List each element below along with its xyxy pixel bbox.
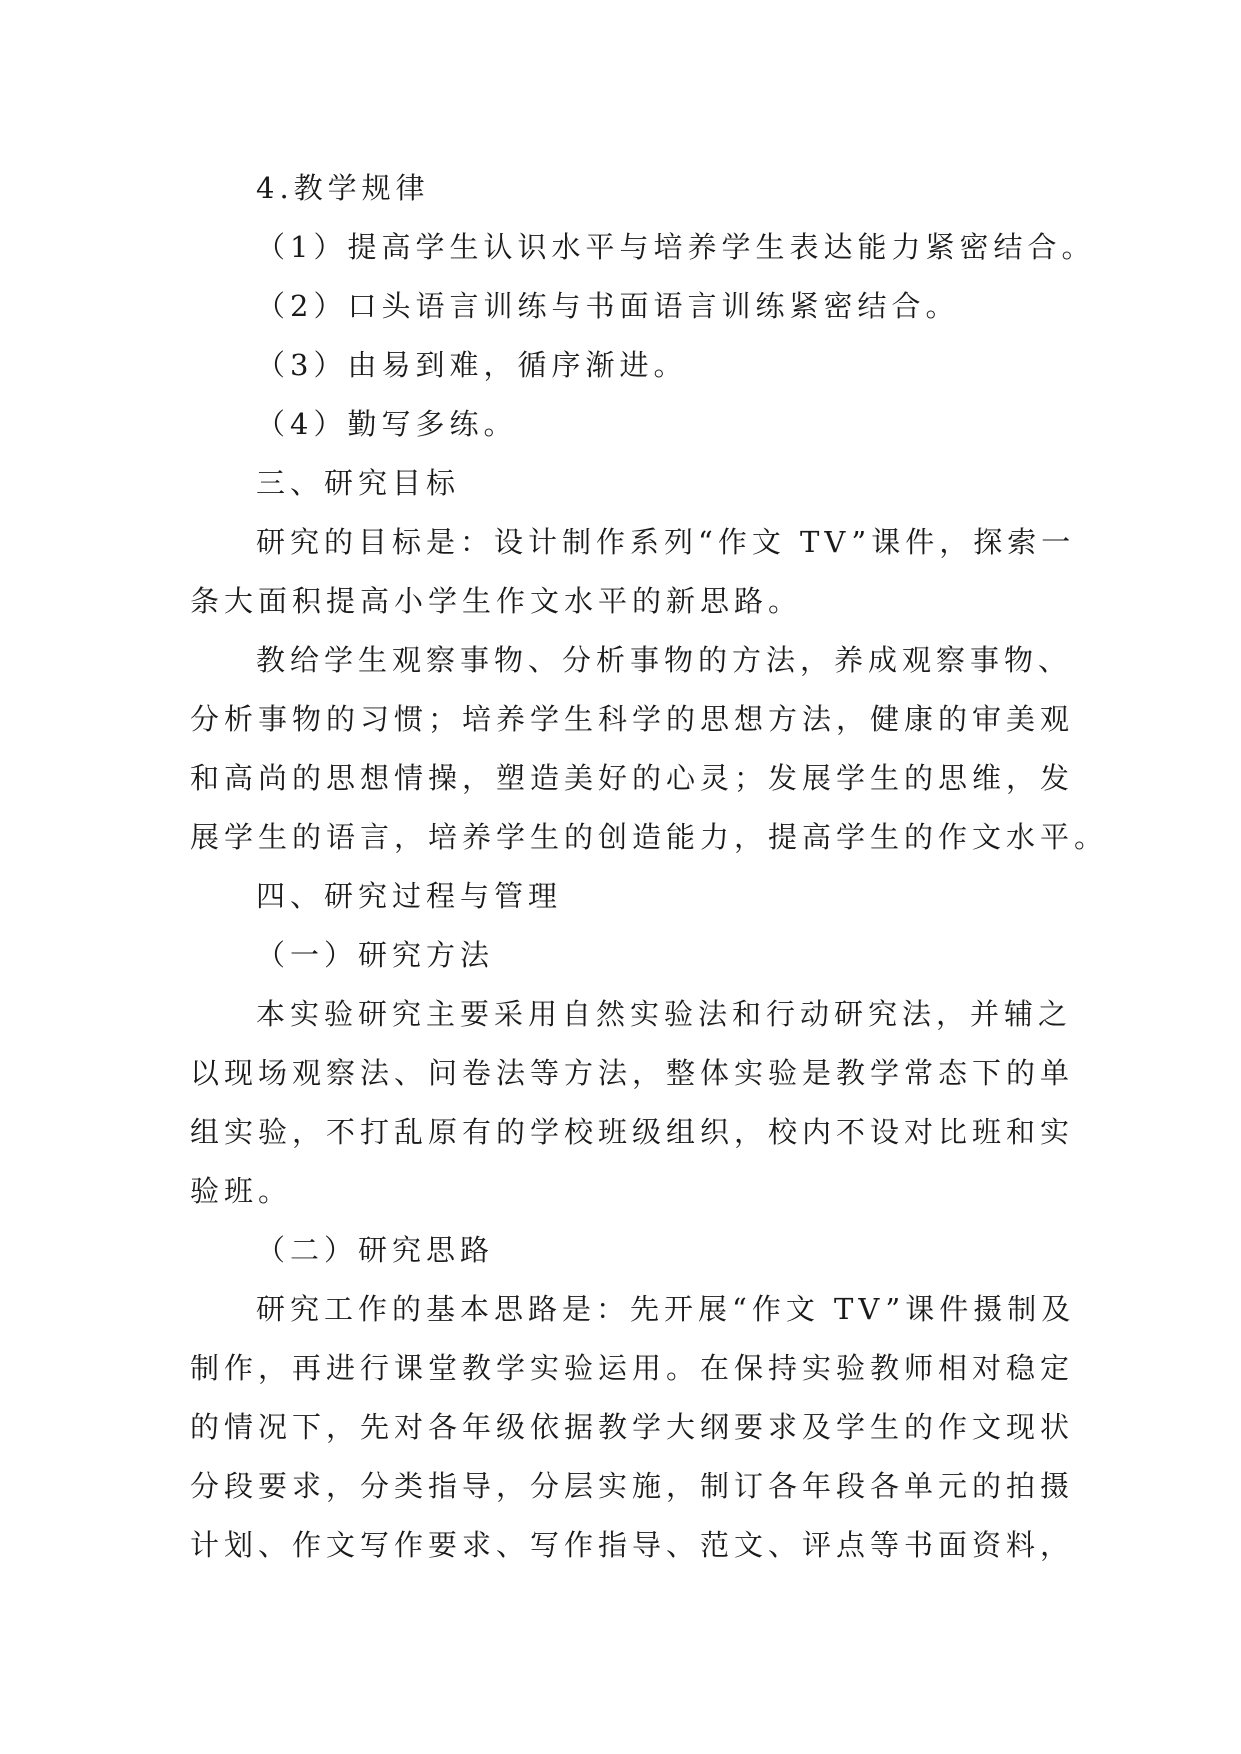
paragraph-line: 的情况下，先对各年级依据教学大纲要求及学生的作文现状 [190,1410,1075,1444]
paragraph-line: 分析事物的习惯；培养学生科学的思想方法，健康的审美观 [190,702,1075,736]
section-heading-research-process: 四、研究过程与管理 [256,879,563,913]
subheading-research-ideas: （二）研究思路 [256,1233,495,1267]
subheading-research-methods: （一）研究方法 [256,938,495,972]
paragraph-line: 制作，再进行课堂教学实验运用。在保持实验教师相对稳定 [190,1351,1075,1385]
paragraph-line: 本实验研究主要采用自然实验法和行动研究法，并辅之 [256,997,1073,1031]
paragraph-line: 教给学生观察事物、分析事物的方法，养成观察事物、 [256,643,1073,677]
heading-teaching-rules: 4.教学规律 [256,171,430,205]
paragraph-line: 条大面积提高小学生作文水平的新思路。 [190,584,803,618]
paragraph-line: 分段要求，分类指导，分层实施，制订各年段各单元的拍摄 [190,1469,1075,1503]
paragraph-line: 验班。 [190,1174,293,1208]
section-heading-research-goals: 三、研究目标 [256,466,461,500]
paragraph-line: 和高尚的思想情操，塑造美好的心灵；发展学生的思维，发 [190,761,1075,795]
paragraph-line: 研究的目标是：设计制作系列“作文 TV”课件，探索一 [256,525,1076,559]
paragraph-line: 组实验，不打乱原有的学校班级组织，校内不设对比班和实 [190,1115,1075,1149]
paragraph-line: 以现场观察法、问卷法等方法，整体实验是教学常态下的单 [190,1056,1075,1090]
paragraph-line: 展学生的语言，培养学生的创造能力，提高学生的作文水平。 [190,820,1109,854]
list-item-rule-3: （3）由易到难，循序渐进。 [256,348,688,382]
list-item-rule-4: （4）勤写多练。 [256,407,518,441]
paragraph-line: 研究工作的基本思路是：先开展“作文 TV”课件摄制及 [256,1292,1076,1326]
paragraph-line: 计划、作文写作要求、写作指导、范文、评点等书面资料， [190,1528,1075,1562]
list-item-rule-1: （1）提高学生认识水平与培养学生表达能力紧密结合。 [256,230,1096,264]
list-item-rule-2: （2）口头语言训练与书面语言训练紧密结合。 [256,289,960,323]
